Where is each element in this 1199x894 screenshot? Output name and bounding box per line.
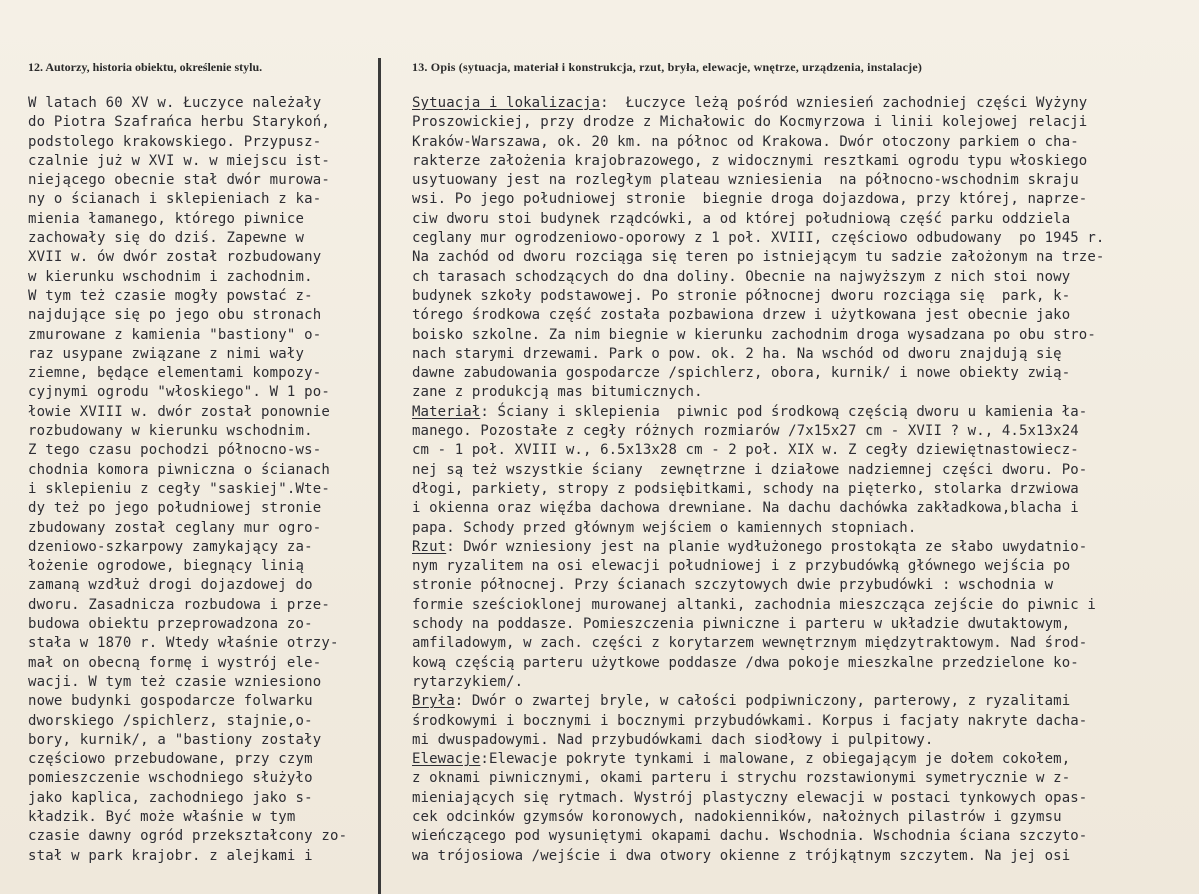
text-line bbox=[412, 480, 1199, 499]
text-line: dworu. Zasadnicza rozbudowa i prze- bbox=[28, 596, 331, 613]
text-line bbox=[412, 248, 1199, 267]
text-line: bory, kurnik/, a "bastiony zostały bbox=[28, 731, 322, 748]
line-text: rakterze założenia krajobrazowego, z widocznymi resztkami ogrodu typu włoskiego bbox=[412, 152, 1088, 169]
text-line: mał on obecną formę i wystrój ele- bbox=[28, 654, 322, 671]
section-heading: Elewacje bbox=[412, 751, 481, 768]
text-line: chodnia komora piwniczna o ścianach bbox=[28, 461, 331, 478]
section-header-authors: 12. Autorzy, historia obiektu, określenie stylu. bbox=[28, 60, 263, 74]
line-text: Kraków-Warszawa, ok. 20 km. na północ od Krakowa. Dwór otoczony parkiem o cha- bbox=[412, 133, 1079, 150]
text-line bbox=[412, 94, 1199, 113]
text-line bbox=[412, 634, 1199, 653]
line-text: amfiladowym, w zach. części z korytarzem wewnętrznym międzytraktowym. Nad środ- bbox=[412, 635, 1088, 652]
text-line bbox=[412, 461, 1199, 480]
text-line bbox=[412, 326, 1199, 345]
line-text: : Łuczyce leżą pośród wzniesień zachodniej części Wyżyny bbox=[600, 95, 1088, 111]
text-line: dzeniowo-szkarpowy zamykający za- bbox=[28, 538, 313, 555]
text-line bbox=[412, 403, 1199, 422]
text-line bbox=[412, 750, 1199, 769]
text-line: dworskiego /spichlerz, stajnie,o- bbox=[28, 712, 313, 729]
text-line: niejącego obecnie stał dwór murowa- bbox=[28, 172, 331, 189]
line-text: Proszowickiej, przy drodze z Michałowic do Kocmyrzowa i linii kolejowej relacji bbox=[412, 114, 1088, 131]
text-line bbox=[412, 306, 1199, 325]
text-line: XVII w. ów dwór został rozbudowany bbox=[28, 249, 322, 266]
text-line: kładzik. Być może właśnie w tym bbox=[28, 808, 296, 825]
text-line bbox=[412, 673, 1199, 692]
section-header-description: 13. Opis (sytuacja, materiał i konstrukcja, rzut, bryła, elewacje, wnętrze, urządzenia, instalacje) bbox=[412, 60, 923, 74]
text-line bbox=[412, 731, 1199, 750]
text-line: rozbudowany w kierunku wschodnim. bbox=[28, 423, 313, 440]
text-line bbox=[412, 441, 1199, 460]
text-line bbox=[412, 596, 1199, 615]
text-line bbox=[412, 113, 1199, 132]
text-line bbox=[412, 769, 1199, 788]
line-text: z oknami piwnicznymi, okami parteru i strychu rozstawionymi symetrycznie w z- bbox=[412, 770, 1071, 787]
text-line: ny o ścianach i sklepieniach z ka- bbox=[28, 191, 322, 208]
text-line bbox=[412, 712, 1199, 731]
line-text: ceglany mur ogrodzeniowo-oporowy z 1 poł. XVIII, częściowo odbudowany po 1945 r. bbox=[412, 230, 1105, 247]
line-text: cek odcinków gzymsów koronowych, nadokienników, nałożnych pilastrów i gzymsu bbox=[412, 808, 1062, 825]
line-text: schody na poddasze. Pomieszczenia piwniczne i parteru w układzie dwutaktowym, bbox=[412, 616, 1071, 633]
line-text: Na zachód od dworu rozciąga się teren po istniejącym tu sadzie założonym na trze- bbox=[412, 249, 1105, 266]
text-line: podstolego krakowskiego. Przypusz- bbox=[28, 133, 322, 150]
section-heading: Sytuacja i lokalizacja bbox=[412, 95, 601, 111]
section-heading: Bryła bbox=[412, 693, 455, 710]
line-text: : Ściany i sklepienia piwnic pod środkową częścią dworu u kamienia ła- bbox=[480, 403, 1088, 420]
text-line bbox=[412, 287, 1199, 306]
text-line: budowa obiektu przeprowadzona zo- bbox=[28, 616, 313, 633]
line-text: wsi. Po jego południowej stronie biegnie droga dojazdowa, przy której, naprze- bbox=[412, 191, 1088, 208]
line-text: zane z produkcją mas bitumicznych. bbox=[412, 384, 703, 401]
line-text: tórego środkowa część została pozbawiona drzew i użytkowana jest obecnie jako bbox=[412, 307, 1071, 324]
line-text: : Dwór wzniesiony jest na planie wydłużonego prostokąta ze słabo uwydatnio- bbox=[446, 538, 1088, 555]
line-text: manego. Pozostałe z cegły różnych rozmiarów /7x15x27 cm - XVII ? w., 4.5x13x24 bbox=[412, 423, 1079, 440]
line-text: : Dwór o zwartej bryle, w całości podpiwniczony, parterowy, z ryzalitami bbox=[454, 693, 1071, 710]
text-line bbox=[412, 692, 1199, 711]
text-line: raz usypane związane z nimi wały bbox=[28, 345, 305, 362]
text-line: cyjnymi ogrodu "włoskiego". W 1 po- bbox=[28, 384, 331, 401]
line-text: papa. Schody przed głównym wejściem o kamiennych stopniach. bbox=[412, 519, 917, 536]
line-text: formie sześcioklonej murowanej altanki, zachodnia mieszcząca zejście do piwnic i bbox=[412, 596, 1096, 613]
text-line: łowie XVIII w. dwór został ponownie bbox=[28, 403, 331, 420]
text-line: zmurowane z kamienia "bastiony" o- bbox=[28, 326, 322, 343]
text-line: dy też po jego południowej stronie bbox=[28, 500, 322, 517]
text-line bbox=[412, 383, 1199, 402]
text-line bbox=[412, 808, 1199, 827]
line-text: usytuowany jest na rozległym plateau wzniesienia na północno-wschodnim skraju bbox=[412, 172, 1079, 189]
text-line: i sklepieniu z cegły "saskiej".Wte- bbox=[28, 480, 331, 497]
line-text: mi dwuspadowymi. Nad przybudówkami dach siodłowy i pulpitowy. bbox=[412, 731, 934, 748]
text-line: Z tego czasu pochodzi północno-ws- bbox=[28, 442, 322, 459]
section-heading: Rzut bbox=[412, 538, 447, 555]
text-line: mienia łamanego, którego piwnice bbox=[28, 210, 305, 227]
text-line bbox=[412, 268, 1199, 287]
text-line bbox=[412, 171, 1199, 190]
text-line bbox=[412, 152, 1199, 171]
text-line bbox=[412, 499, 1199, 518]
text-line: czalnie już w XVI w. w miejscu ist- bbox=[28, 152, 331, 169]
text-line bbox=[412, 827, 1199, 846]
text-line: W latach 60 XV w. Łuczyce należały bbox=[28, 95, 322, 111]
line-text: nej są też wszystkie ściany zewnętrzne i działowe nadziemnej części dworu. Po- bbox=[412, 461, 1088, 478]
text-line: zbudowany został ceglany mur ogro- bbox=[28, 519, 322, 536]
column-divider bbox=[378, 58, 381, 894]
line-text: dawne zabudowania gospodarcze /spichlerz, obora, kurnik/ i nowe obiekty zwią- bbox=[412, 365, 1071, 382]
text-line: stała w 1870 r. Wtedy właśnie otrzy- bbox=[28, 635, 339, 652]
text-line bbox=[412, 538, 1199, 557]
text-line: W tym też czasie mogły powstać z- bbox=[28, 287, 313, 304]
description-text-column bbox=[412, 94, 1199, 866]
text-line bbox=[412, 789, 1199, 808]
text-line: wacji. W tym też czasie wzniesiono bbox=[28, 673, 322, 690]
line-text: ch tarasach schodzących do dna doliny. Obecnie na najwyższym z nich stoi nowy bbox=[412, 268, 1071, 285]
text-line bbox=[412, 364, 1199, 383]
line-text: stronie północnej. Przy ścianach szczytowych dwie przybudówki : wschodnia w bbox=[412, 577, 1054, 594]
line-text: i okienna oraz więźba dachowa drewniane. Na dachu dachówka zakładkowa,blacha i bbox=[412, 500, 1079, 517]
line-text: boisko szkolne. Za nim biegnie w kierunku zachodnim droga wysadzana po obu stro- bbox=[412, 326, 1096, 343]
text-line bbox=[412, 615, 1199, 634]
text-line bbox=[412, 190, 1199, 209]
text-line bbox=[412, 229, 1199, 248]
text-line: pomieszczenie wschodniego służyło bbox=[28, 770, 313, 787]
text-line bbox=[412, 210, 1199, 229]
text-line: nowe budynki gospodarcze folwarku bbox=[28, 693, 313, 710]
text-line: najdujące się po jego obu stronach bbox=[28, 307, 322, 324]
history-text-column bbox=[28, 94, 376, 866]
line-text: mieniających się rytmach. Wystrój plastyczny elewacji w postaci tynkowych opas- bbox=[412, 789, 1088, 806]
line-text: budynek szkoły podstawowej. Po stronie północnej dworu rozciąga się park, k- bbox=[412, 287, 1071, 304]
line-text: środkowymi i bocznymi i bocznymi przybudówkami. Korpus i facjaty nakryte dacha- bbox=[412, 712, 1088, 729]
text-line bbox=[412, 345, 1199, 364]
text-line bbox=[412, 847, 1199, 866]
line-text: dłogi, parkiety, stropy z podsiębitkami, schody na pięterko, stolarka drzwiowa bbox=[412, 480, 1079, 497]
text-line: stał w park krajobr. z alejkami i bbox=[28, 847, 313, 864]
line-text: wa trójosiowa /wejście i dwa otwory okienne z trójkątnym szczytem. Na jej osi bbox=[412, 847, 1071, 864]
line-text: wieńczącego pod wysuniętymi okapami dachu. Wschodnia. Wschodnia ściana szczyto- bbox=[412, 828, 1088, 845]
text-line bbox=[412, 576, 1199, 595]
text-line: ziemne, będące elementami kompozy- bbox=[28, 365, 322, 382]
line-text: ciw dworu stoi budynek rządcówki, a od której południową część parku oddziela bbox=[412, 210, 1071, 227]
text-line: zachowały się do dziś. Zapewne w bbox=[28, 230, 305, 247]
text-line bbox=[412, 133, 1199, 152]
text-line: zamaną wzdłuż drogi dojazdowej do bbox=[28, 577, 313, 594]
text-line: jako kaplica, zachodniego jako s- bbox=[28, 789, 313, 806]
line-text: nach starymi drzewami. Park o pow. ok. 2 ha. Na wschód od dworu znajdują się bbox=[412, 345, 1062, 362]
line-text: cm - 1 poł. XVIII w., 6.5x13x28 cm - 2 poł. XIX w. Z cegły dziewiętnastowiecz- bbox=[412, 442, 1079, 459]
text-line: częściowo przebudowane, przy czym bbox=[28, 751, 313, 768]
line-text: :Elewacje pokryte tynkami i malowane, z obiegającym je dołem cokołem, bbox=[480, 751, 1071, 768]
text-line: łożenie ogrodowe, biegnący linią bbox=[28, 558, 305, 575]
line-text: kową częścią parteru użytkowe poddasze /dwa pokoje mieszkalne przedzielone ko- bbox=[412, 654, 1079, 671]
text-line: w kierunku wschodnim i zachodnim. bbox=[28, 268, 313, 285]
section-heading: Materiał bbox=[412, 403, 481, 420]
line-text: rytarzykiem/. bbox=[412, 673, 524, 690]
text-line: czasie dawny ogród przekształcony zo- bbox=[28, 828, 348, 845]
text-line bbox=[412, 422, 1199, 441]
text-line bbox=[412, 557, 1199, 576]
text-line: do Piotra Szafrańca herbu Starykoń, bbox=[28, 114, 331, 131]
line-text: nym ryzalitem na osi elewacji południowej i z przybudówką głównego wejścia po bbox=[412, 558, 1071, 575]
text-line bbox=[412, 519, 1199, 538]
text-line bbox=[412, 654, 1199, 673]
